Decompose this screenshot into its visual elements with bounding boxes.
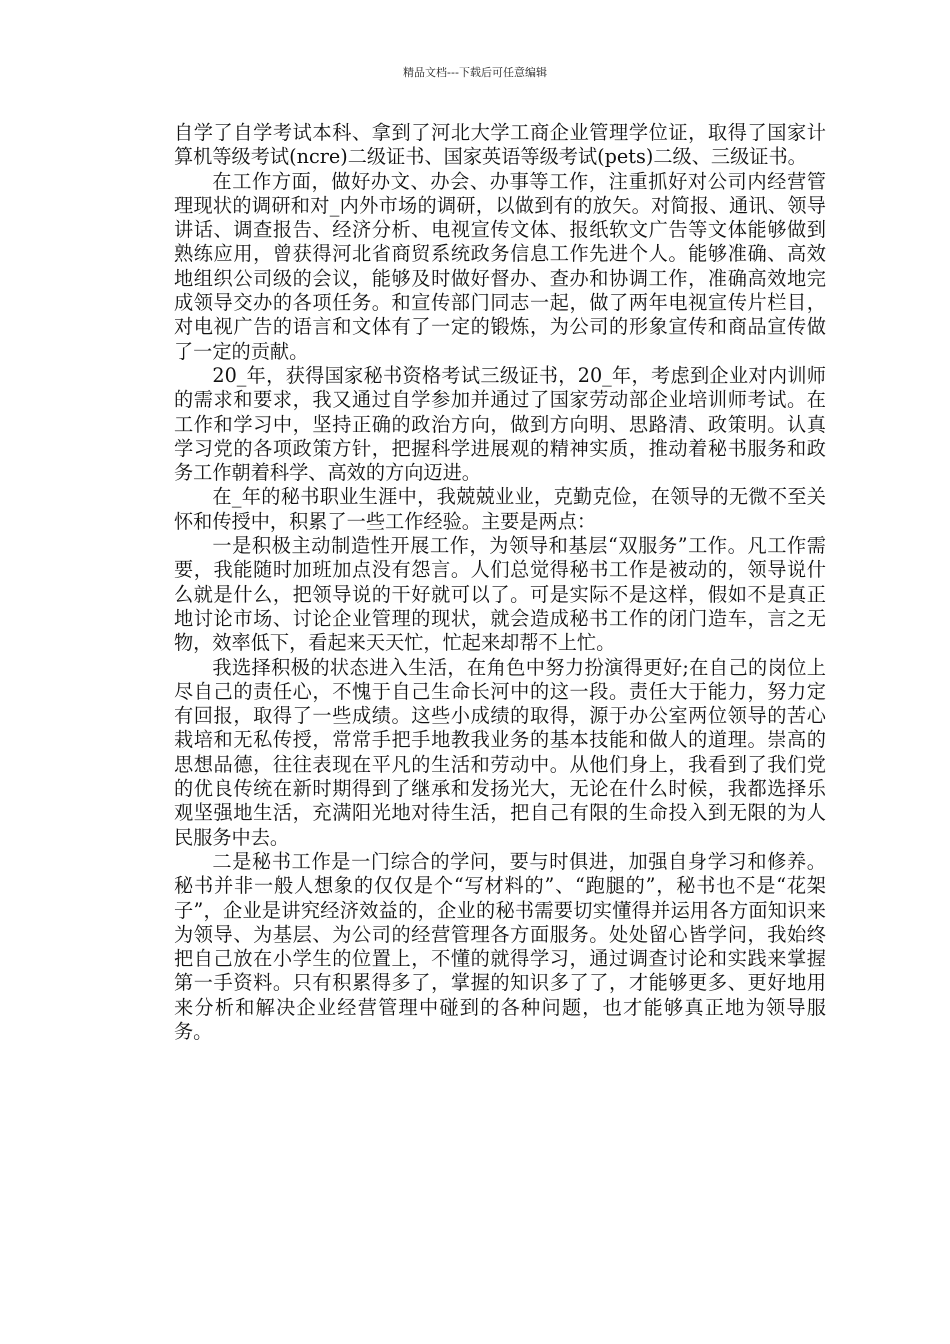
page-header: 精品文档---下载后可任意编辑	[403, 66, 547, 79]
paragraph-point-two: 二是秘书工作是一门综合的学问，要与时俱进，加强自身学习和修养。秘书并非一般人想象的仅仅是个“写材料的”、“跑腿的”，秘书也不是“花架子”，企业是讲究经济效益的，企业的秘书需要切实懂得并运用各方面知识来为领导、为基层、为公司的经营管理各方面服务。处处留心皆学问，我始终把自己放在小学生的位置上，不懂的就得学习，通过调查讨论和实践来掌握第一手资料。只有积累得多了，掌握的知识多了了，才能够更多、更好地用来分析和解决企业经营管理中碰到的各种问题，也才能够真正地为领导服务。	[174, 849, 826, 1043]
paragraph-work-aspects: 在工作方面，做好办文、办会、办事等工作，注重抓好对公司内经营管理现状的调研和对_内外市场的调研，以做到有的放矢。对简报、通讯、领导讲话、调查报告、经济分析、电视宣传文体、报纸软文广告等文体能够做到熟练应用，曾获得河北省商贸系统政务信息工作先进个人。能够准确、高效地组织公司级的会议，能够及时做好督办、查办和协调工作，准确高效地完成领导交办的各项任务。和宣传部门同志一起，做了两年电视宣传片栏目，对电视广告的语言和文体有了一定的锻炼，为公司的形象宣传和商品宣传做了一定的贡献。	[174, 169, 826, 363]
paragraph-education: 自学了自学考试本科、拿到了河北大学工商企业管理学位证，取得了国家计算机等级考试(ncre)二级证书、国家英语等级考试(pets)二级、三级证书。	[174, 121, 826, 169]
paragraph-point-one: 一是积极主动制造性开展工作，为领导和基层“双服务”工作。凡工作需要，我能随时加班加点没有怨言。人们总觉得秘书工作是被动的，领导说什么就是什么，把领导说的干好就可以了。可是实际不是这样，假如不是真正地讨论市场、讨论企业管理的现状，就会造成秘书工作的闭门造车，言之无物，效率低下，看起来天天忙，忙起来却帮不上忙。	[174, 534, 826, 655]
paragraph-attitude: 我选择积极的状态进入生活，在角色中努力扮演得更好;在自己的岗位上尽自己的责任心，不愧于自己生命长河中的这一段。责任大于能力，努力定有回报，取得了一些成绩。这些小成绩的取得，源于办公室两位领导的苦心栽培和无私传授，常常手把手地教我业务的基本技能和做人的道理。崇高的思想品德，往往表现在平凡的生活和劳动中。从他们身上，我看到了我们党的优良传统在新时期得到了继承和发扬光大，无论在什么时候，我都选择乐观坚强地生活，充满阳光地对待生活，把自己有限的生命投入到无限的为人民服务中去。	[174, 655, 826, 849]
paragraph-certification: 20_年，获得国家秘书资格考试三级证书，20_年，考虑到企业对内训师的需求和要求，我又通过自学参加并通过了国家劳动部企业培训师考试。在工作和学习中，坚持正确的政治方向，做到方向明、思路清、政策明。认真学习党的各项政策方针，把握科学进展观的精神实质，推动着秘书服务和政务工作朝着科学、高效的方向迈进。	[174, 363, 826, 485]
document-body	[174, 121, 826, 1044]
paragraph-career-summary: 在_年的秘书职业生涯中，我兢兢业业，克勤克俭，在领导的无微不至关怀和传授中，积累了一些工作经验。主要是两点：	[174, 485, 826, 533]
